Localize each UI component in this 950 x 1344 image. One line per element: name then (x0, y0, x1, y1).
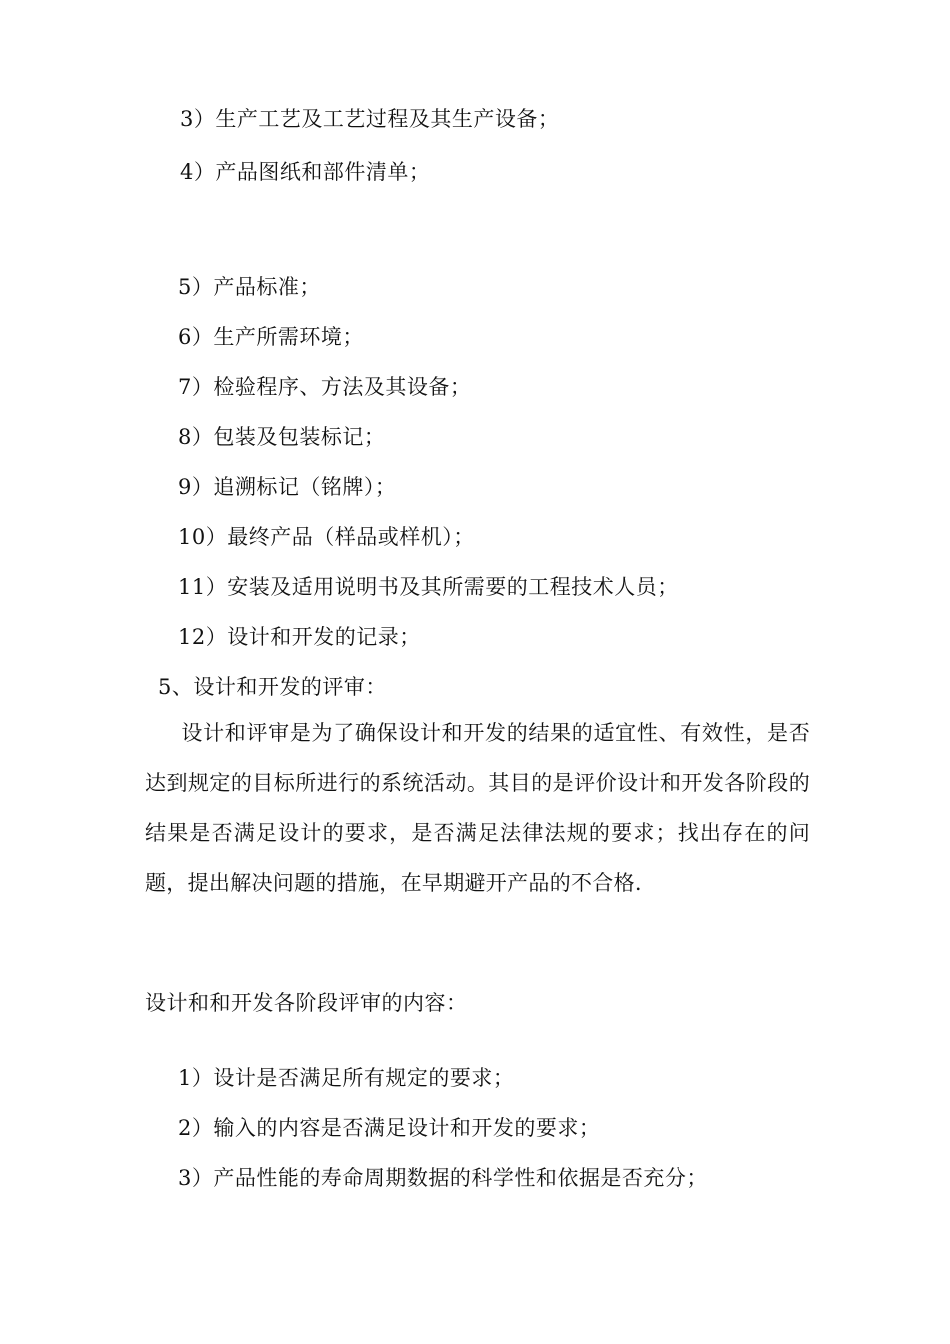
list-item: 3）生产工艺及工艺过程及其生产设备； (180, 107, 560, 131)
list-item: 12）设计和开发的记录； (178, 625, 421, 649)
list-item: 4）产品图纸和部件清单； (180, 160, 431, 184)
list-item: 7）检验程序、方法及其设备； (178, 375, 472, 399)
list-item: 9）追溯标记（铭牌）； (178, 475, 397, 499)
list-item: 1）设计是否满足所有规定的要求； (178, 1066, 515, 1090)
list-item: 6）生产所需环境； (178, 325, 364, 349)
body-paragraph (145, 708, 810, 908)
list-item: 10）最终产品（样品或样机）； (178, 525, 475, 549)
list-item: 5）产品标准； (178, 275, 321, 299)
list-item: 8）包装及包装标记； (178, 425, 386, 449)
list-item: 2）输入的内容是否满足设计和开发的要求； (178, 1116, 601, 1140)
section-heading: 5、设计和开发的评审： (158, 675, 387, 699)
list-item: 3）产品性能的寿命周期数据的科学性和依据是否充分； (178, 1166, 708, 1190)
list-item: 11）安装及适用说明书及其所需要的工程技术人员； (178, 575, 679, 599)
paragraph-text: 设计和评审是为了确保设计和开发的结果的适宜性、有效性，是否达到规定的目标所进行的系统活动。其目的是评价设计和开发各阶段的结果是否满足设计的要求，是否满足法律法规的要求；找出存在的问题，提出解决问题的措施，在早期避开产品的不合格. (145, 721, 810, 895)
subheading: 设计和和开发各阶段评审的内容： (145, 991, 468, 1015)
